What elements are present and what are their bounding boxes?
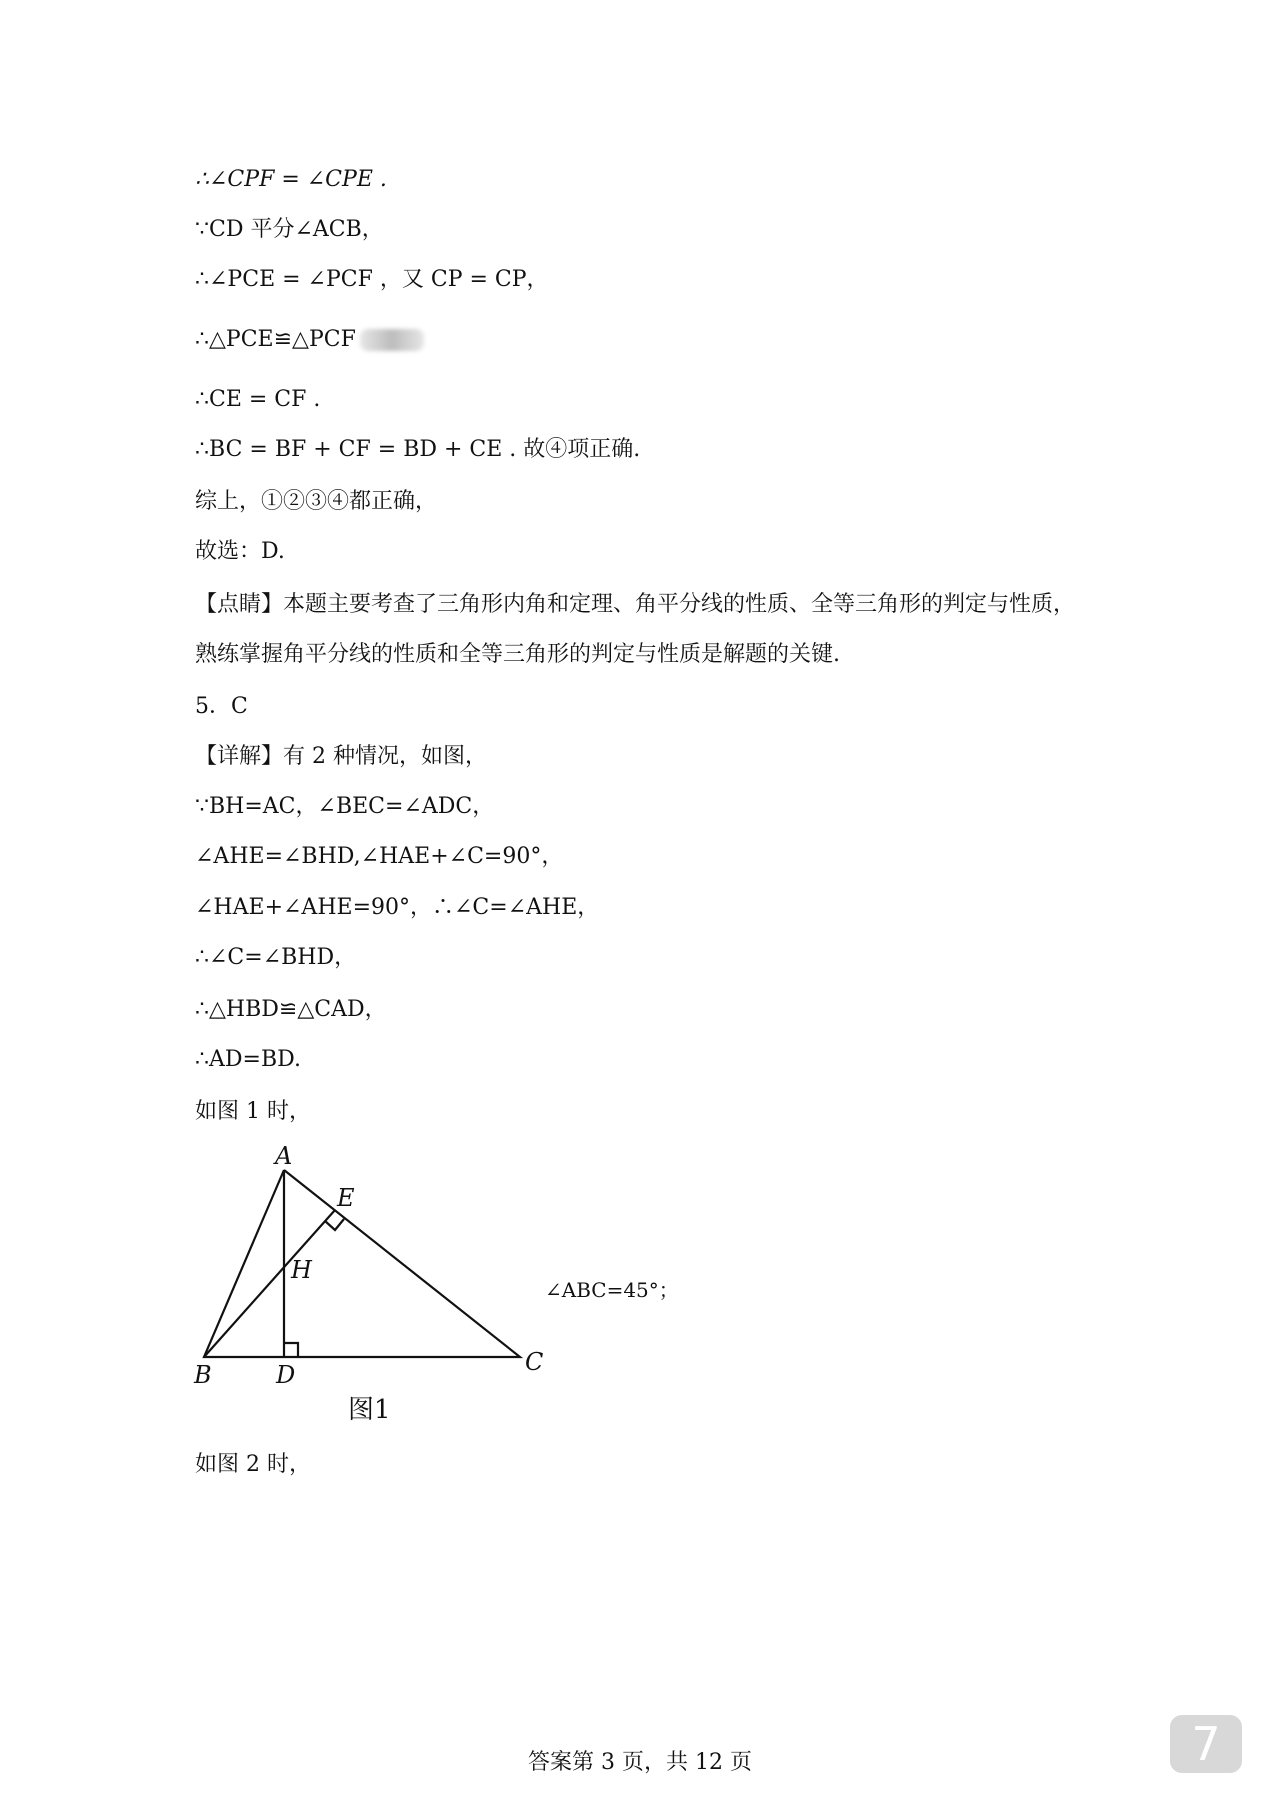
line-12: 【详解】有 2 种情况，如图， [195, 744, 487, 769]
line-18: ∴AD=BD. [195, 1047, 301, 1072]
line-11: 5．C [195, 694, 248, 719]
label-A: A [275, 1142, 293, 1170]
figure-note: ∠ABC=45°； [545, 1278, 679, 1302]
line-16: ∴∠C=∠BHD， [195, 945, 357, 970]
right-angle-D [284, 1343, 298, 1357]
line-9: 【点睛】本题主要考查了三角形内角和定理、角平分线的性质、全等三角形的判定与性质， [195, 592, 1076, 617]
line-7: 综上，①②③④都正确， [195, 489, 438, 514]
line-1: ∴∠CPF = ∠CPE . [195, 167, 387, 192]
line-4 [195, 325, 424, 355]
page-footer: 答案第 3 页，共 12 页 [528, 1750, 752, 1775]
redaction-blur [360, 329, 424, 351]
line-20: 如图 2 时， [195, 1452, 311, 1477]
figure-caption: 图1 [348, 1395, 391, 1425]
line-19: 如图 1 时， [195, 1099, 311, 1124]
altitude-BE [204, 1210, 335, 1357]
line-4-text: ∴△PCE≌△PCF [195, 327, 356, 352]
line-8: 故选：D. [195, 539, 285, 564]
line-3: ∴∠PCE = ∠PCF ，又 CP = CP， [195, 267, 549, 292]
line-5: ∴CE = CF . [195, 387, 321, 412]
line-6: ∴BC = BF + CF = BD + CE . 故④项正确. [195, 437, 641, 462]
line-14: ∠AHE=∠BHD,∠HAE+∠C=90°， [195, 844, 564, 869]
label-B: B [194, 1361, 212, 1389]
label-C: C [525, 1348, 544, 1376]
label-D: D [276, 1361, 296, 1389]
label-E: E [337, 1184, 355, 1212]
triangle-ABC [204, 1170, 520, 1357]
line-2: ∵CD 平分∠ACB， [195, 217, 384, 242]
right-angle-E [325, 1219, 344, 1230]
label-H: H [291, 1256, 312, 1284]
page-number-badge: 7 [1170, 1715, 1242, 1773]
line-15: ∠HAE+∠AHE=90°，∴∠C=∠AHE， [195, 895, 600, 920]
line-10: 熟练掌握角平分线的性质和全等三角形的判定与性质是解题的关键. [195, 642, 840, 667]
figure-1-diagram [180, 1140, 580, 1440]
line-17: ∴△HBD≌△CAD， [195, 997, 387, 1022]
line-13: ∵BH=AC，∠BEC=∠ADC， [195, 794, 495, 819]
